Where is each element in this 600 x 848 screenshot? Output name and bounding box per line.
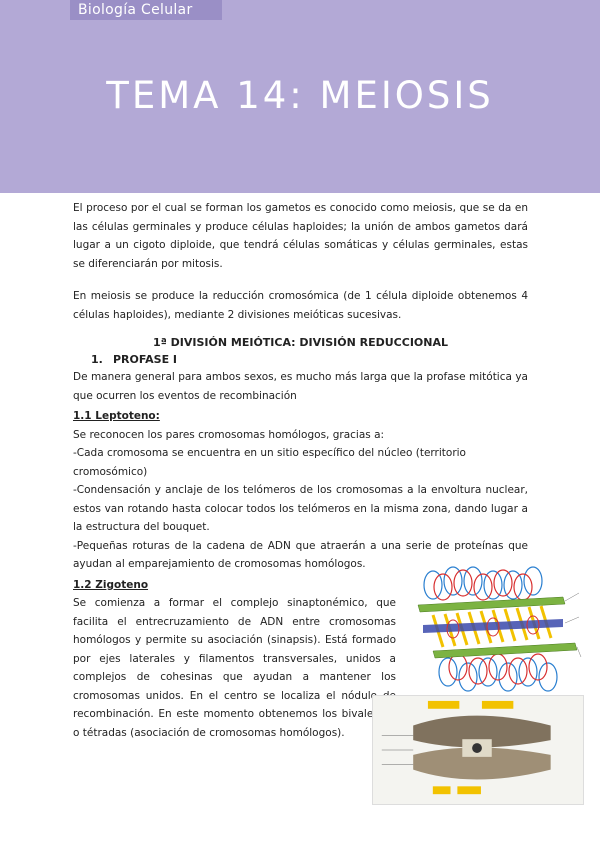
- course-label: Biología Celular: [70, 0, 222, 20]
- zigoteno-text: Se comienza a formar el complejo sinaptonémico, que facilita el entrecruzamiento de ADN entre cromosomas homólogos y permite su asociación (sinapsis). Está formado por ejes laterales y filamentos transversales, unidos a complejos de cohesinas que ayudan a mantener los cromosomas unidos. En el centro se localiza el nódulo de recombinación. En este momento obtenemos los bivalentes o tétradas (asociación de cromosomas homólogos).: [73, 597, 396, 739]
- header-banner: [0, 0, 600, 193]
- subsection-heading-prophase: [73, 352, 528, 368]
- prophase-title: PROFASE I: [113, 353, 178, 366]
- synaptonemal-complex-figure: [413, 557, 585, 707]
- leptoteno-bullet-1: -Cada cromosoma se encuentra en un sitio específico del núcleo (territorio cromosómico): [73, 447, 466, 478]
- recombination-nodule-figure: [372, 695, 584, 805]
- leptoteno-bullet-3: -Pequeñas roturas de la cadena de ADN que atraerán a una serie de proteínas que ayudan al emparejamiento de cromosomas homólogos.: [73, 539, 528, 570]
- leptoteno-bullet-2: -Condensación y anclaje de los telómeros de los cromosomas a la envoltura nuclear, estos van rotando hasta colocar todos los telómeros en la misma zona, dando lugar a la estructura del bouquet.: [73, 484, 528, 533]
- section-heading-division-1: 1ª DIVISIÓN MEIÓTICA: DIVISIÓN REDUCCIONAL: [152, 336, 449, 349]
- intro-paragraph-2: En meiosis se produce la reducción cromosómica (de 1 célula diploide obtenemos 4 células haploides), mediante 2 divisiones meióticas sucesivas.: [73, 290, 528, 321]
- page-title: TEMA 14: MEIOSIS: [106, 74, 494, 117]
- intro-paragraph-1: El proceso por el cual se forman los gametos es conocido como meiosis, que se da en las células germinales y produce células haploides; la unión de ambos gametos dará lugar a un cigoto diploide, que tendrá células somáticas y células germinales, estas se diferenciarán por mitosis.: [73, 202, 528, 270]
- leptoteno-intro: Se reconocen los pares cromosomas homólogos, gracias a:: [73, 428, 385, 441]
- leptoteno-heading: 1.1 Leptoteno:: [73, 410, 160, 422]
- prophase-intro: De manera general para ambos sexos, es mucho más larga que la profase mitótica ya que ocurren los eventos de recombinación: [73, 371, 528, 402]
- zigoteno-heading: 1.2 Zigoteno: [73, 578, 149, 591]
- prophase-number: 1.: [91, 353, 103, 366]
